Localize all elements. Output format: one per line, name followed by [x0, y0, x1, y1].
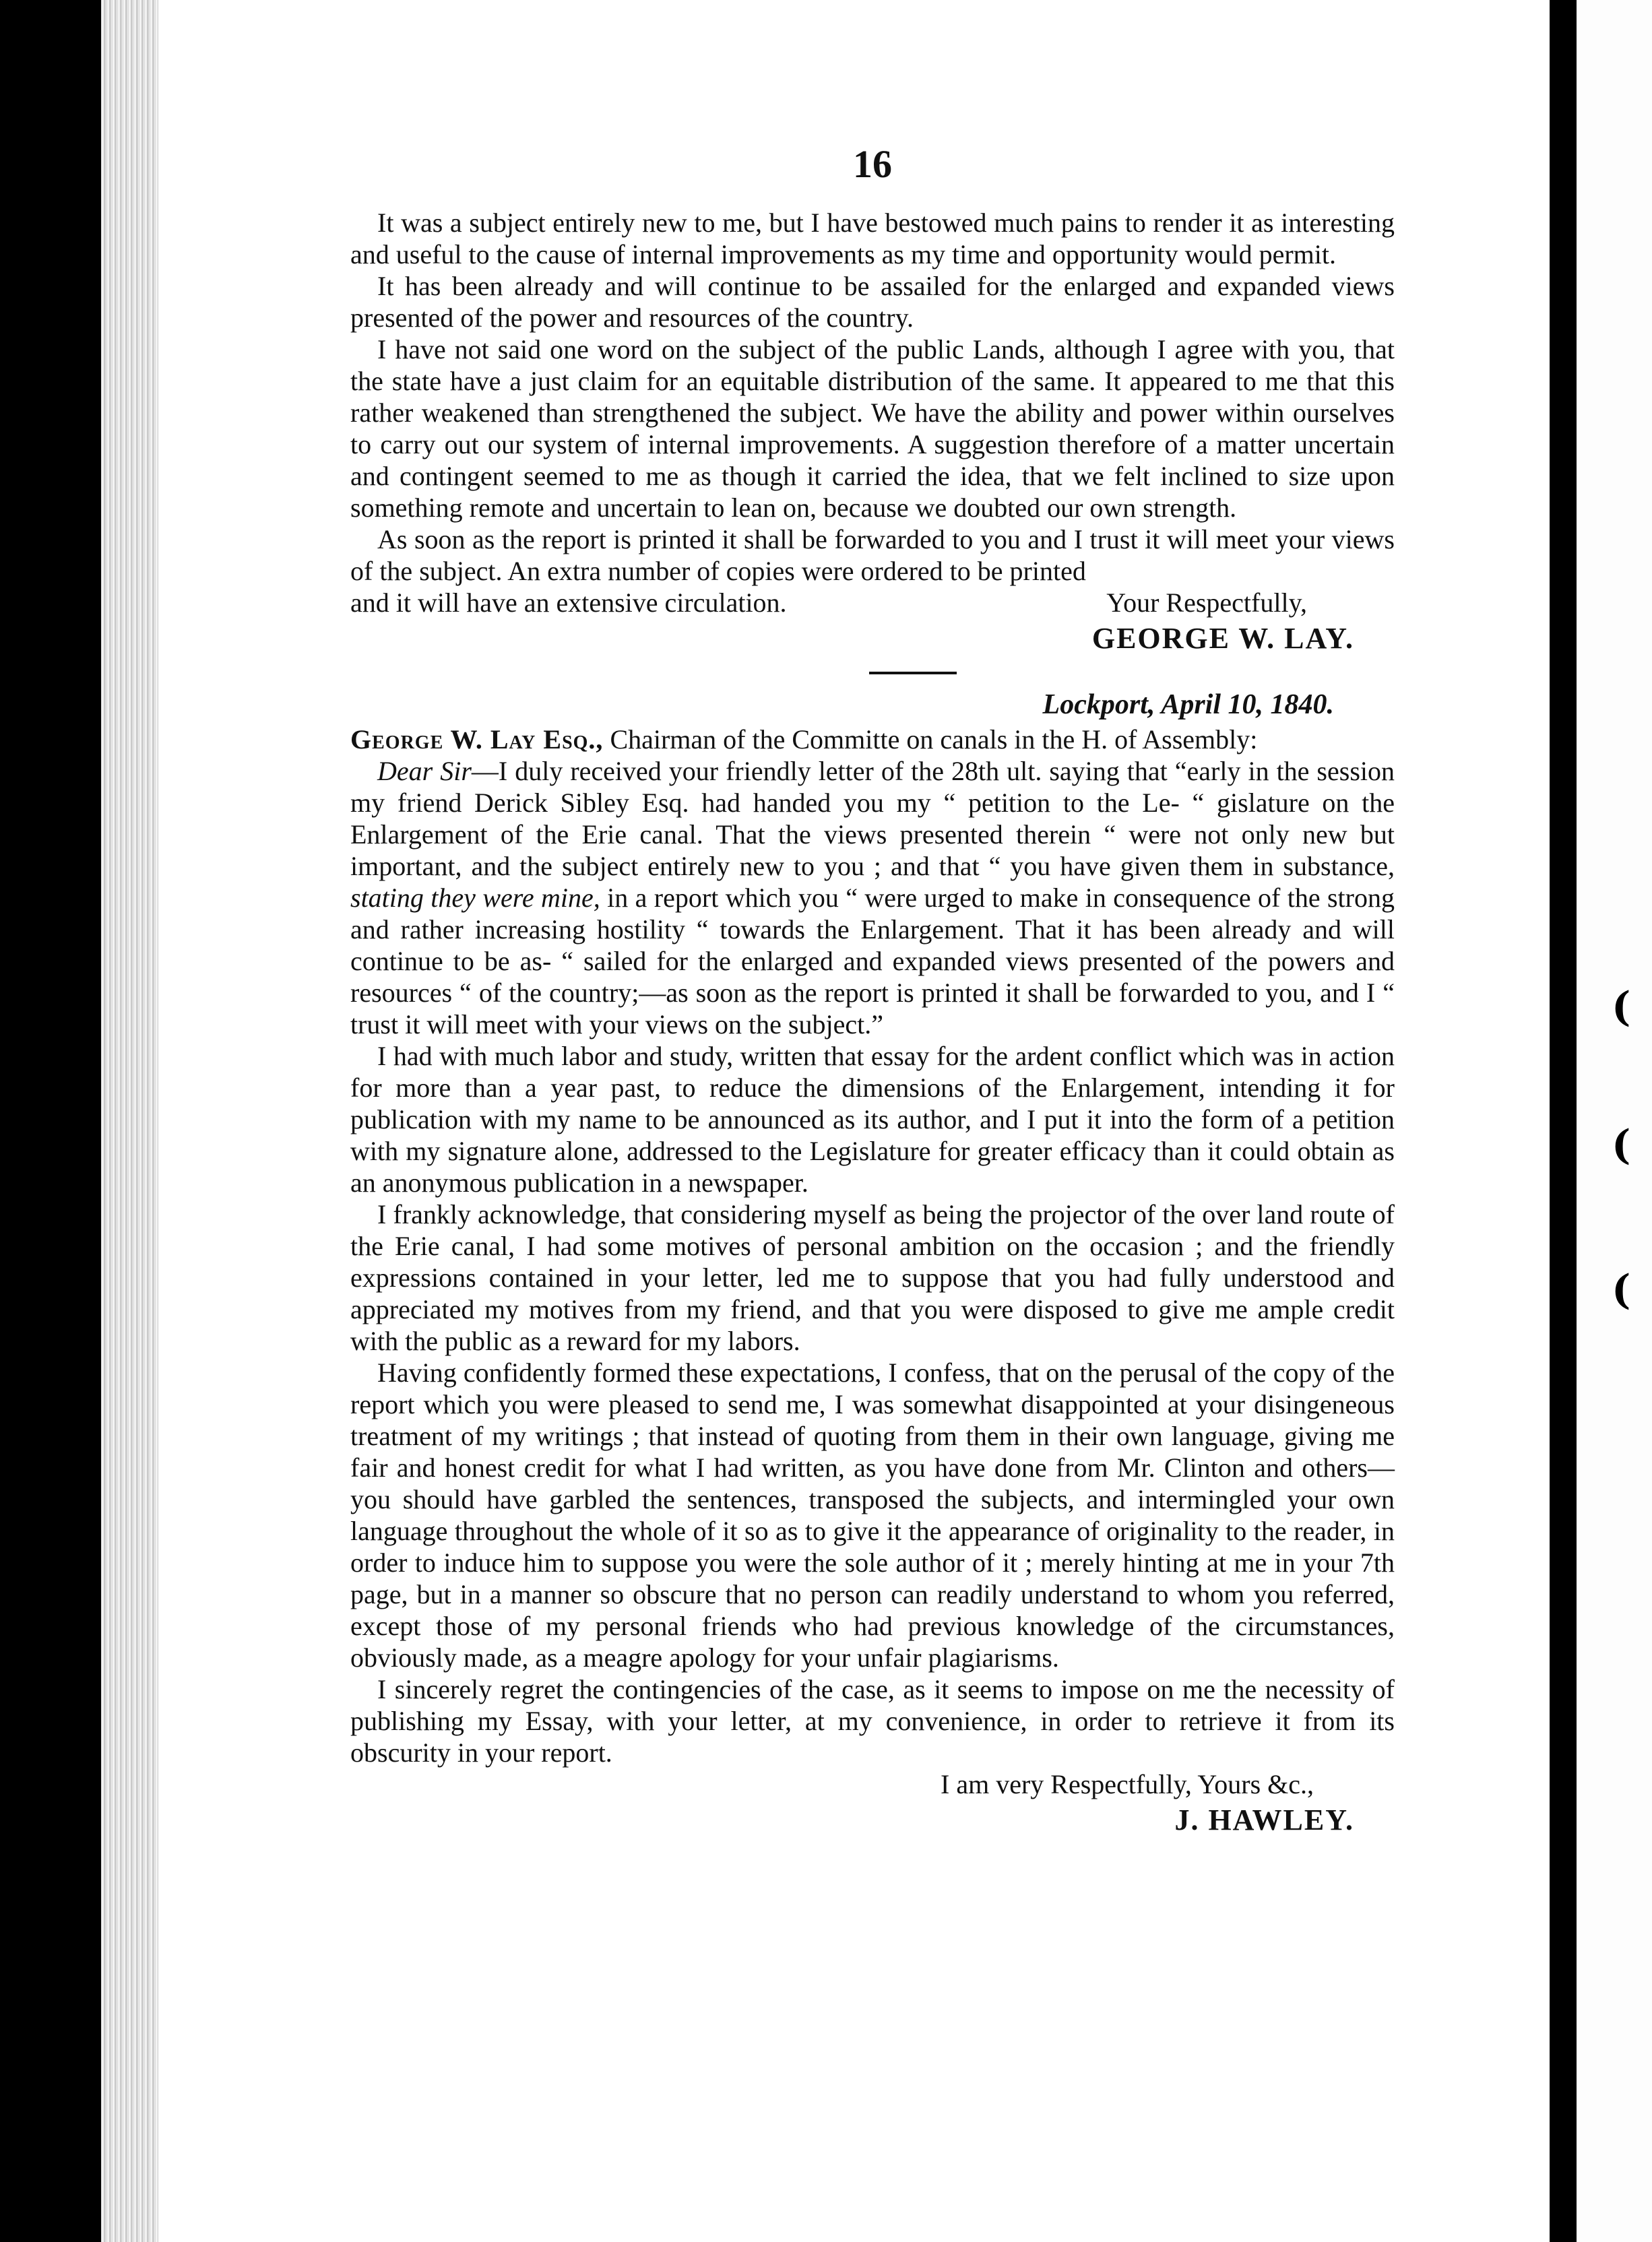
paragraph-text: in a report which you “ were urged to make in consequence of the strong and rather increasing hostility “ towards the Enlargement. That it has been already and will continue to be as- “ sailed for the enlarged and expanded views presented of the powers and resources “ of the country;—as soon as the report is printed it shall be forwarded to you, and I “ trust it will meet with your views on the subject.” [350, 883, 1395, 1039]
facing-page-edge [1577, 0, 1652, 2242]
signature-lay: GEORGE W. LAY. [1091, 622, 1354, 655]
paragraph: I sincerely regret the contingencies of the case, as it seems to impose on me the necessity of publishing my Essay, with your letter, at my convenience, in order to retrieve it from its obscurity in your report. [350, 1674, 1395, 1768]
paragraph: I have not said one word on the subject of the public Lands, although I agree with you, that the state have a just claim for an equitable distribution of the same. It appeared to me that this rather weakened than strengthened the subject. We have the ability and power within ourselves to carry out our system of internal improvements. A suggestion therefore of a matter uncertain and contingent seemed to me as though it carried the idea, that we felt inclined to size upon something remote and uncertain to lean on, because we doubted our own strength. [350, 334, 1395, 523]
emphasis-text: stating they were mine, [350, 883, 600, 913]
paragraph: I had with much labor and study, written that essay for the ardent conflict which was in action for more than a year past, to reduce the dimensions of the Enlargement, intending it for publication with my name to be announced as its author, and I put it into the form of a petition with my signature alone, addressed to the Legislature for greater efficacy than it could obtain as an anonymous publication in a newspaper. [350, 1041, 1395, 1198]
addressee-name: George W. Lay Esq., [350, 724, 604, 755]
letter-hawley [350, 689, 1395, 1836]
paragraph: Having confidently formed these expectations, I confess, that on the perusal of the copy of the report which you were pleased to send me, I was somewhat disappointed at your disingeneous treatment of my writings ; that instead of quoting from them in their own language, giving me fair and honest credit for what I had written, as you have done from Mr. Clinton and others—you should have garbled the sentences, transposed the subjects, and intermingled your own language throughout the whole of it so as to give it the appearance of originality to the reader, in order to induce him to suppose you were the sole author of it ; merely hinting at me in your 7th page, but in a manner so obscure that no person can readily understand to whom you referred, except those of my personal friends who had previous knowledge of the circumstances, obviously made, as a meagre apology for your unfair plagiarisms. [350, 1357, 1395, 1673]
edge-mark: ( [1612, 984, 1631, 1031]
page-gutter [1550, 0, 1577, 2242]
paragraph: As soon as the report is printed it shall be forwarded to you and I trust it will meet your views of the subject. An extra number of copies were ordered to be printed [350, 524, 1395, 586]
letter-lay [350, 207, 1395, 654]
edge-mark: ( [1612, 1122, 1631, 1169]
dateline: Lockport, April 10, 1840. [1042, 689, 1334, 720]
closing-line [350, 587, 1395, 618]
paragraph [350, 755, 1395, 1040]
page-number: 16 [853, 142, 892, 186]
addressee-line [350, 724, 1395, 755]
edge-mark: ( [1612, 1267, 1631, 1314]
salutation: Dear Sir [377, 756, 472, 786]
paragraph-last-line: and it will have an extensive circulation. [350, 587, 787, 618]
paragraph: It was a subject entirely new to me, but I have bestowed much pains to render it as interesting and useful to the cause of internal improvements as my time and opportunity would permit. [350, 207, 1395, 269]
closing-phrase: Your Respectfully, [1106, 587, 1307, 618]
paragraph: I frankly acknowledge, that considering myself as being the projector of the over land route of the Erie canal, I had some motives of personal ambition on the occasion ; and the friendly expressions contained in your letter, led me to suppose that you had fully understood and appreciated my motives from my friend, and that you were disposed to give me ample credit with the public as a reward for my labors. [350, 1199, 1395, 1356]
page-content [350, 142, 1395, 1836]
paragraph: It has been already and will continue to be assailed for the enlarged and expanded views presented of the power and resources of the country. [350, 271, 1395, 333]
closing-phrase: I am very Respectfully, Yours &c., [941, 1769, 1314, 1799]
page-binding-edge [101, 0, 158, 2242]
paragraph-text: —I duly received your friendly letter of the 28th ult. saying that “early in the session my friend Derick Sibley Esq. had handed you my “ petition to the Le- “ gislature on the Enlargement of the Erie canal. That the views presented therein “ were not only new but important, and the subject entirely new to you ; and that “ you have given them in substance, [350, 756, 1395, 881]
addressee-title: Chairman of the Committe on canals in the H. of Assembly: [610, 724, 1258, 755]
section-divider [869, 672, 957, 674]
signature-hawley: J. HAWLEY. [1174, 1803, 1354, 1836]
